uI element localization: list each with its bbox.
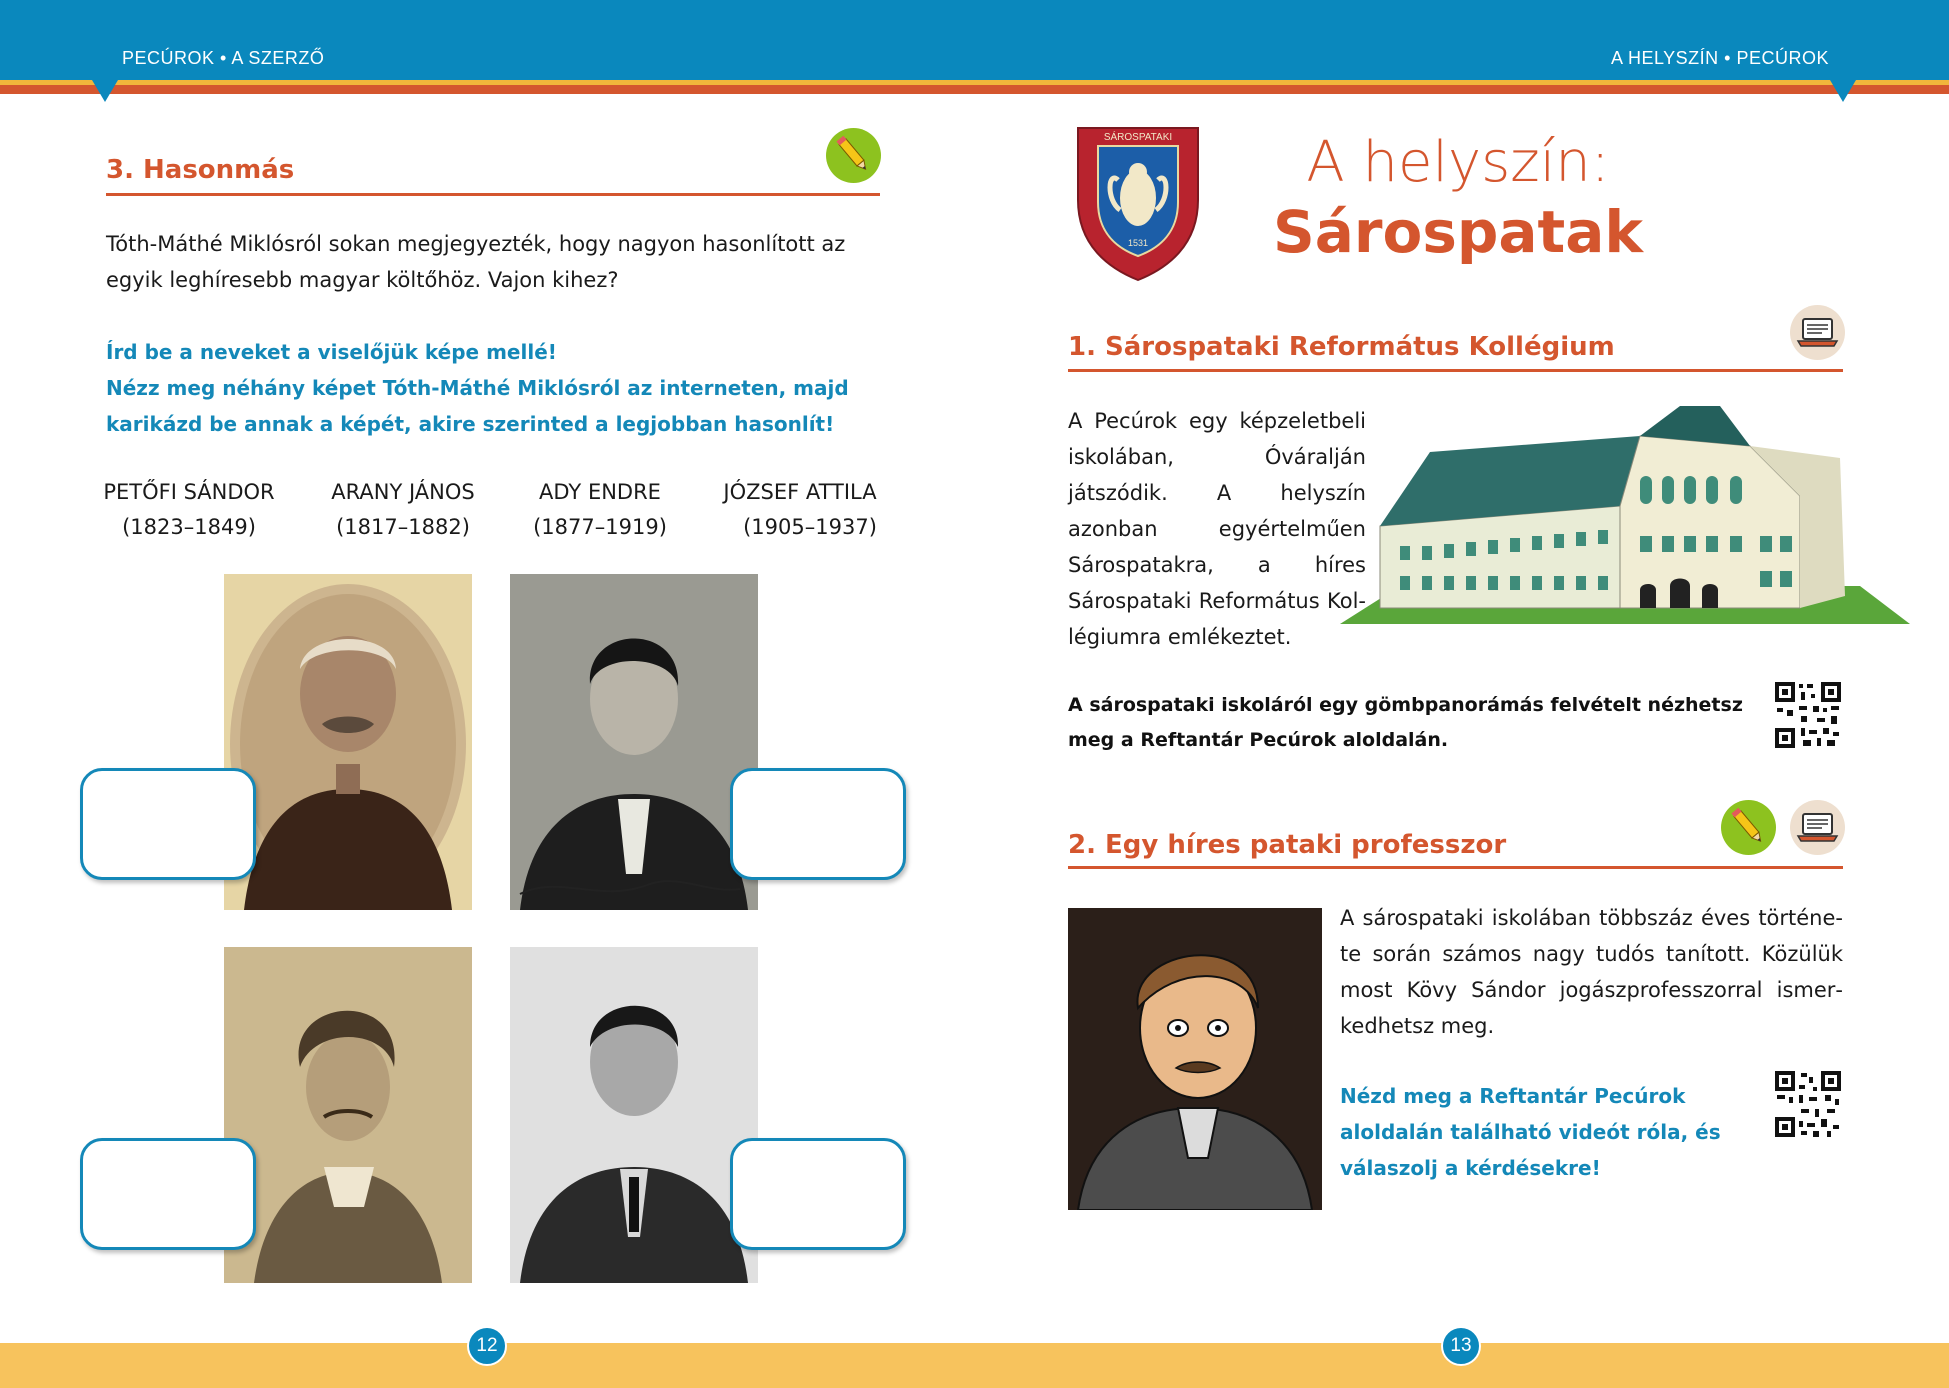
page-title-line2: Sárospatak	[1273, 198, 1643, 266]
poet-name-ady: ADY ENDRE	[539, 480, 661, 504]
answer-box-3[interactable]	[80, 1138, 256, 1250]
poet-name-petofi: PETŐFI SÁNDOR	[103, 480, 275, 504]
poet-name-jozsef: JÓZSEF ATTILA	[723, 480, 877, 504]
professor-task: Nézd meg a Reftantár Pecúrok aloldalán található videót róla, és válaszolj a kérdésekre!	[1340, 1084, 1721, 1180]
section-rule	[1068, 369, 1843, 372]
header-stripe-orange	[0, 85, 1949, 94]
footer-bar	[0, 1343, 1949, 1388]
answer-box-2[interactable]	[730, 768, 906, 880]
logo-text-top: SÁROSPATAKI	[1103, 132, 1173, 143]
laptop-icon	[1790, 305, 1845, 360]
laptop-icon	[1790, 800, 1845, 855]
header-tab-right	[1830, 80, 1856, 102]
kollegium-text: A Pecúrok egy képzeletbeli iskolában, Óváralján játszódik. A helyszín azonban egyértelműen Sárospatakra, a híres Sárospataki Református Kollégiumra emlékeztet.	[1068, 409, 1366, 649]
qr-code-icon[interactable]	[1773, 1069, 1843, 1139]
professor-text: A sárospataki iskolában többszáz éves története során számos nagy tudós tanított. Közülük most Kövy Sándor jogászprofesszorral ismerkedhetsz meg.	[1340, 906, 1843, 1038]
qr-code-icon[interactable]	[1773, 680, 1843, 750]
portrait-photo-2	[510, 574, 758, 910]
poet-dates-petofi: (1823–1849)	[122, 515, 256, 539]
poet-name-arany: ARANY JÁNOS	[331, 480, 475, 504]
answer-box-4[interactable]	[730, 1138, 906, 1250]
poet-dates-arany: (1817–1882)	[336, 515, 470, 539]
section-title-hasonmas: 3. Hasonmás	[106, 155, 295, 185]
portrait-photo-4	[510, 947, 758, 1283]
portrait-photo-1	[224, 574, 472, 910]
logo-year: 1531	[1127, 238, 1149, 248]
section-rule	[106, 193, 880, 196]
page-number-right: 13	[1441, 1326, 1481, 1366]
section-title-kollegium: 1. Sárospataki Református Kollégium	[1068, 332, 1615, 362]
header-tab-left	[92, 80, 118, 102]
task-line-1: Írd be a neveket a viselőjük képe mellé!	[106, 340, 557, 364]
running-head-left: PECÚROK • A SZERZŐ	[122, 48, 325, 68]
college-building-illustration	[1340, 386, 1910, 631]
pencil-icon	[826, 128, 881, 183]
section-rule	[1068, 866, 1843, 869]
task-line-2: Nézz meg néhány képet Tóth-Máthé Miklósról az interneten, majd karikázd be annak a képét, akire szerinted a legjobban hasonlít!	[106, 376, 849, 436]
running-head-right: A HELYSZÍN • PECÚROK	[1610, 48, 1829, 68]
panorama-note: A sárospataki iskoláról egy gömbpanorámás felvételt nézhetsz meg a Reftantár Pecúrok aloldalán.	[1068, 694, 1743, 751]
section-title-professzor: 2. Egy híres pataki professzor	[1068, 830, 1507, 860]
page-title-line1: A helyszín:	[1306, 130, 1610, 195]
poet-dates-jozsef: (1905–1937)	[743, 515, 877, 539]
intro-text: Tóth-Máthé Miklósról sokan megjegyezték, hogy nagyon hasonlított az egyik leghíresebb magyar költőhöz. Vajon kihez?	[106, 232, 846, 292]
college-logo	[1068, 120, 1208, 282]
poet-dates-ady: (1877–1919)	[533, 515, 667, 539]
pencil-icon	[1721, 800, 1776, 855]
page-number-left: 12	[467, 1326, 507, 1366]
portrait-photo-3	[224, 947, 472, 1283]
professor-portrait	[1068, 908, 1322, 1210]
answer-box-1[interactable]	[80, 768, 256, 880]
